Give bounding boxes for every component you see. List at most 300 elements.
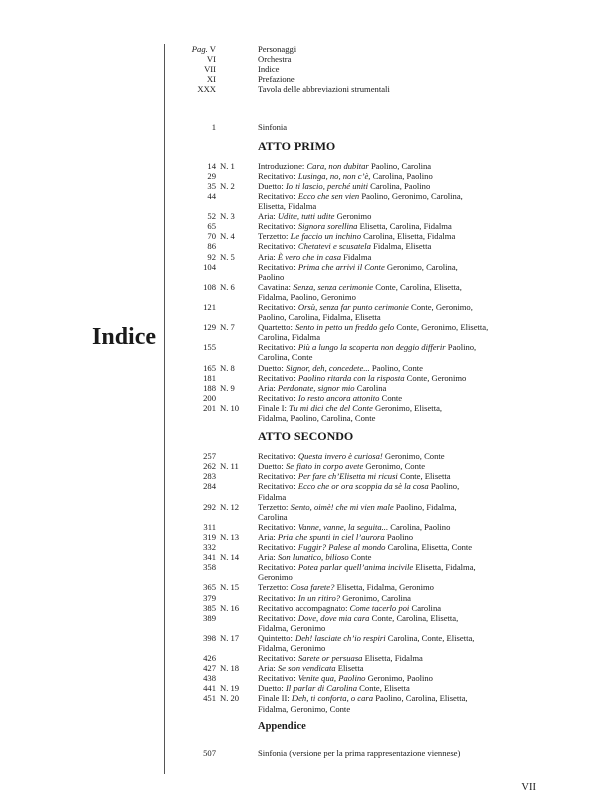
page-number: 165	[203, 362, 216, 373]
entry-description	[258, 502, 580, 522]
number-label	[216, 673, 258, 683]
page-prefix: Pag.	[191, 44, 208, 54]
characters: Fidalma, Elisetta	[373, 241, 432, 252]
vertical-rule	[164, 44, 165, 774]
number-label: N. 9	[220, 382, 235, 393]
page-number: 358	[203, 562, 216, 573]
piece-title: Udite, tutti udite	[277, 211, 335, 222]
entry-description	[258, 282, 580, 302]
page-folio: VII	[521, 782, 536, 793]
front-matter-row	[170, 74, 580, 84]
characters: Conte	[350, 552, 372, 563]
index-row	[170, 502, 580, 522]
page-number: 332	[203, 542, 216, 553]
page-number: 365	[203, 582, 216, 593]
number-label	[216, 613, 258, 633]
piece-type: Aria:	[258, 531, 276, 542]
number-label	[216, 221, 258, 231]
piece-type: Recitativo:	[258, 342, 296, 353]
page-roman: VII	[204, 64, 216, 75]
number-label	[216, 593, 258, 603]
number-label	[216, 562, 258, 582]
characters: Carolina	[411, 602, 442, 613]
index-row	[170, 461, 580, 471]
entry-description	[258, 522, 580, 532]
number-label	[216, 302, 258, 322]
entry-description	[258, 393, 580, 403]
index-row	[170, 542, 580, 552]
page-number: 65	[207, 221, 216, 232]
index-row	[170, 532, 580, 542]
piece-type: Recitativo:	[258, 471, 296, 482]
page-number: 14	[207, 160, 216, 171]
index-row	[170, 552, 580, 562]
characters: Conte, Carolina, Elisetta, Fidalma, Paolino, Geronimo	[258, 281, 462, 302]
index-row	[170, 252, 580, 262]
characters: Geronimo, Paolino	[367, 673, 433, 684]
entry-description	[258, 471, 580, 481]
number-gap	[216, 44, 258, 54]
piece-title: Sento in petto un freddo gelo	[295, 322, 395, 333]
number-label: N. 19	[220, 683, 240, 694]
page-number: 129	[203, 322, 216, 333]
piece-title: Chetatevi e scusatela	[297, 241, 371, 252]
index-row	[170, 262, 580, 282]
piece-title: Ecco che or ora scoppia da sè la cosa	[297, 481, 429, 492]
piece-type: Duetto:	[258, 362, 284, 373]
index-row	[170, 663, 580, 673]
entry-description	[258, 211, 580, 221]
index-row	[170, 161, 580, 171]
characters: Carolina, Paolino	[372, 170, 433, 181]
piece-type: Recitativo:	[258, 372, 296, 383]
number-label	[216, 481, 258, 501]
page-roman: XXX	[197, 84, 216, 95]
entry-description	[258, 363, 580, 373]
characters: Paolino, Carolina, Conte	[258, 342, 477, 363]
entry-description	[258, 181, 580, 191]
entry-description	[258, 481, 580, 501]
piece-type: Aria:	[258, 552, 276, 563]
piece-type: Finale II:	[258, 693, 290, 704]
number-gap	[216, 74, 258, 84]
piece-title: Se fiato in corpo avete	[285, 461, 364, 472]
page-number: 201	[203, 402, 216, 413]
piece-title: Tu mi dici che del Conte	[289, 402, 373, 413]
piece-title: Per fare ch’Elisetta mi ricusi	[297, 471, 398, 482]
entry-description	[258, 603, 580, 613]
page-number: 507	[203, 747, 216, 758]
piece-title: Signor, deh, concedete...	[285, 362, 370, 373]
piece-type: Recitativo:	[258, 653, 296, 664]
entry-description	[258, 252, 580, 262]
page-number: 379	[203, 592, 216, 603]
page-roman: VI	[206, 54, 216, 65]
index-row	[170, 582, 580, 592]
page-number	[170, 44, 216, 54]
piece-type: Quartetto:	[258, 322, 293, 333]
number-label: N. 8	[220, 362, 235, 373]
page-number: 257	[203, 451, 216, 462]
characters: Carolina, Paolino	[390, 521, 451, 532]
piece-title: Come tacerlo poi	[349, 602, 410, 613]
index-row	[170, 522, 580, 532]
index-row	[170, 593, 580, 603]
piece-title: Prima che arrivi il Conte	[297, 261, 385, 272]
index-row	[170, 683, 580, 693]
entry-description	[258, 383, 580, 393]
piece-type: Recitativo:	[258, 592, 296, 603]
entry-description	[258, 373, 580, 383]
front-matter-row	[170, 44, 580, 54]
entry-description	[258, 593, 580, 603]
characters: Carolina	[356, 382, 387, 393]
page-number: 121	[203, 301, 216, 312]
piece-title: Questa invero è curiosa!	[297, 451, 383, 462]
characters: Conte, Carolina, Elisetta, Fidalma, Geronimo	[258, 612, 459, 633]
entry-description	[258, 403, 580, 423]
entry-description	[258, 562, 580, 582]
characters: Paolino, Carolina, Elisetta, Fidalma, Geronimo, Conte	[258, 693, 468, 714]
page-number: 451	[203, 693, 216, 704]
piece-title: Ecco che sen vien	[297, 190, 360, 201]
index-row	[170, 373, 580, 383]
index-row	[170, 653, 580, 663]
characters: Geronimo	[336, 211, 372, 222]
number-label	[216, 373, 258, 383]
entry-description	[258, 552, 580, 562]
page-number: 52	[207, 211, 216, 222]
characters: Paolino, Fidalma	[258, 481, 460, 502]
entry-description	[258, 683, 580, 693]
page-number: 181	[203, 372, 216, 383]
characters: Geronimo, Elisetta, Fidalma, Paolino, Carolina, Conte	[258, 402, 443, 423]
number-label: N. 3	[220, 211, 235, 222]
page-roman: V	[209, 44, 216, 54]
number-label: N. 16	[220, 602, 240, 613]
characters: Carolina, Elisetta, Fidalma	[363, 231, 456, 242]
act-one-heading: ATTO PRIMO	[258, 138, 336, 153]
number-label: N. 11	[220, 461, 239, 472]
piece-title: Io resto ancora attonito	[297, 392, 380, 403]
piece-type: Duetto:	[258, 461, 284, 472]
piece-title: Son lunatico, bilioso	[277, 552, 349, 563]
piece-type: Terzetto:	[258, 501, 289, 512]
page-number: 284	[203, 481, 216, 492]
piece-type: Recitativo:	[258, 521, 296, 532]
piece-title: Fuggir? Palese al mondo	[297, 542, 386, 553]
characters: Conte, Elisetta	[359, 683, 410, 694]
piece-title: Lusinga, no, non c’è,	[297, 170, 371, 181]
index-row	[170, 221, 580, 231]
index-row	[170, 342, 580, 362]
index-row	[170, 302, 580, 322]
piece-type: Aria:	[258, 251, 276, 262]
number-label: N. 13	[220, 531, 240, 542]
page-number: 92	[207, 251, 216, 262]
number-gap	[216, 54, 258, 64]
index-row	[170, 481, 580, 501]
index-row	[170, 282, 580, 302]
entry-description	[258, 613, 580, 633]
entry-description	[258, 532, 580, 542]
piece-type: Recitativo:	[258, 392, 296, 403]
piece-title: Senza, senza cerimonie	[293, 281, 374, 292]
piece-type: Recitativo:	[258, 261, 296, 272]
index-row	[170, 171, 580, 181]
piece-type: Recitativo:	[258, 481, 296, 492]
entry-description	[258, 231, 580, 241]
piece-title: Più a lungo la scoperta non deggio differir	[297, 342, 446, 353]
page-number: 44	[207, 190, 216, 201]
number-label: N. 18	[220, 663, 240, 674]
sinfonia-entry	[170, 122, 580, 132]
piece-type: Recitativo:	[258, 612, 296, 623]
page-number: 441	[203, 683, 216, 694]
piece-title: Pria che spunti in ciel l’aurora	[277, 531, 385, 542]
entry-description: Tavola delle abbreviazioni strumentali	[258, 84, 390, 95]
piece-title: Venite qua, Paolino	[297, 673, 366, 684]
index-row	[170, 673, 580, 683]
characters: Paolino, Fidalma, Carolina	[258, 501, 457, 522]
front-matter-row	[170, 64, 580, 74]
piece-title: Io ti lascio, perché uniti	[285, 180, 368, 191]
characters: Conte, Geronimo, Elisetta, Carolina, Fidalma	[258, 322, 489, 343]
characters: Paolino, Carolina	[370, 160, 432, 171]
number-label: N. 4	[220, 231, 235, 242]
index-row	[170, 181, 580, 191]
index-row	[170, 211, 580, 221]
characters: Geronimo, Carolina, Paolino	[258, 261, 458, 282]
piece-title: Sento, oimè! che mi vien male	[290, 501, 394, 512]
entry-description	[258, 342, 580, 362]
piece-type: Aria:	[258, 211, 276, 222]
number-label	[216, 542, 258, 552]
characters: Fidalma	[343, 251, 372, 262]
characters: Geronimo, Carolina	[342, 592, 411, 603]
appendix-entry	[170, 748, 580, 758]
entry-description	[258, 693, 580, 713]
piece-type: Recitativo:	[258, 241, 296, 252]
index-row	[170, 383, 580, 393]
characters: Elisetta, Fidalma	[364, 653, 423, 664]
characters: Conte, Elisetta	[399, 471, 451, 482]
index-row	[170, 603, 580, 613]
number-label	[216, 471, 258, 481]
page-number	[170, 64, 216, 74]
piece-title: Cara, non dubitar	[306, 160, 369, 171]
entry-description	[258, 161, 580, 171]
index-row	[170, 693, 580, 713]
number-label: N. 12	[220, 501, 240, 512]
page-number: 188	[203, 382, 216, 393]
piece-type: Recitativo:	[258, 451, 296, 462]
number-label	[216, 451, 258, 461]
entry-description	[258, 663, 580, 673]
piece-type: Aria:	[258, 663, 276, 674]
characters: Conte, Geronimo, Paolino, Carolina, Fidalma, Elisetta	[258, 301, 473, 323]
front-matter-row	[170, 54, 580, 64]
characters: Paolino	[386, 531, 414, 542]
number-label	[216, 522, 258, 532]
page-number: 35	[207, 180, 216, 191]
characters: Elisetta, Fidalma, Geronimo	[336, 582, 434, 593]
page-number: 426	[203, 653, 216, 664]
number-label: N. 7	[220, 322, 235, 333]
characters: Paolino, Geronimo, Carolina, Elisetta, Fidalma	[258, 190, 463, 212]
page-number	[170, 74, 216, 84]
act-two-list	[170, 451, 580, 713]
page-number: 341	[203, 552, 216, 563]
page-number: 398	[203, 632, 216, 643]
entry-description	[258, 322, 580, 342]
number-label: N. 5	[220, 251, 235, 262]
number-gap	[216, 84, 258, 94]
page-number: 86	[207, 241, 216, 252]
number-label: N. 10	[220, 402, 240, 413]
front-matter-list	[170, 44, 580, 94]
entry-description	[258, 191, 580, 211]
number-label	[216, 241, 258, 251]
number-gap	[216, 64, 258, 74]
index-row	[170, 451, 580, 461]
page-number: 29	[207, 170, 216, 181]
index-row	[170, 633, 580, 653]
appendix-heading: Appendice	[258, 720, 306, 732]
piece-type: Cavatina:	[258, 281, 291, 292]
page-number: 385	[203, 602, 216, 613]
piece-type: Recitativo:	[258, 673, 296, 684]
entry-description: Indice	[258, 64, 280, 75]
characters: Conte, Geronimo	[406, 372, 467, 383]
number-label: N. 1	[220, 160, 235, 171]
index-content	[170, 44, 580, 758]
index-row	[170, 562, 580, 582]
characters: Carolina, Conte, Elisetta, Fidalma, Geronimo	[258, 632, 475, 653]
piece-title: Se son vendicata	[277, 663, 336, 674]
index-row	[170, 191, 580, 211]
entry-description	[258, 673, 580, 683]
number-label: N. 2	[220, 180, 235, 191]
piece-title: Perdonate, signor mio	[277, 382, 355, 393]
entry-description	[258, 451, 580, 461]
piece-type: Recitativo:	[258, 562, 296, 573]
piece-title: Deh, ti conforta, o cara	[291, 693, 374, 704]
index-title: Indice	[92, 324, 157, 350]
piece-title: Le faccio un inchino	[290, 231, 361, 242]
index-row	[170, 613, 580, 633]
index-row	[170, 393, 580, 403]
page-number: 292	[203, 501, 216, 512]
piece-type: Terzetto:	[258, 582, 289, 593]
number-label: N. 17	[220, 632, 240, 643]
characters: Geronimo, Conte	[365, 461, 426, 472]
piece-type: Quintetto:	[258, 632, 293, 643]
page-number: 389	[203, 612, 216, 623]
index-row	[170, 322, 580, 342]
index-row	[170, 241, 580, 251]
characters: Elisetta, Carolina, Fidalma	[359, 221, 452, 232]
page-number: 104	[203, 261, 216, 272]
entry-description	[258, 171, 580, 181]
piece-type: Finale I:	[258, 402, 287, 413]
page-number: 1	[211, 122, 216, 133]
entry-description	[258, 221, 580, 231]
page-number: 283	[203, 471, 216, 482]
piece-title: Signora sorellina	[297, 221, 358, 232]
entry-description	[258, 582, 580, 592]
piece-type: Recitativo:	[258, 301, 296, 312]
piece-title: Dove, dove mia cara	[297, 612, 370, 623]
characters: Paolino, Conte	[371, 362, 423, 373]
front-matter-row	[170, 84, 580, 94]
entry-description: Personaggi	[258, 44, 297, 54]
index-row	[170, 403, 580, 423]
page-number: 70	[207, 231, 216, 242]
page-number: 108	[203, 281, 216, 292]
characters: Elisetta, Fidalma, Geronimo	[258, 562, 476, 583]
piece-type: Introduzione:	[258, 160, 305, 171]
page-number: 155	[203, 342, 216, 353]
page-number	[170, 84, 216, 94]
characters: Carolina, Elisetta, Conte	[387, 542, 473, 553]
piece-title: In un ritiro?	[297, 592, 341, 603]
index-row	[170, 363, 580, 373]
characters: Carolina, Paolino	[370, 180, 431, 191]
piece-type: Recitativo:	[258, 190, 296, 201]
page-number: 262	[203, 461, 216, 472]
piece-type: Duetto:	[258, 683, 284, 694]
number-label	[216, 653, 258, 663]
piece-title: Paolino ritarda con la risposta	[297, 372, 405, 383]
number-label	[216, 262, 258, 282]
act-two-heading: ATTO SECONDO	[258, 429, 354, 444]
piece-type: Aria:	[258, 382, 276, 393]
entry-description: Prefazione	[258, 74, 295, 85]
number-label: N. 14	[220, 552, 240, 563]
entry-description	[258, 262, 580, 282]
piece-title: È vero che in casa	[277, 251, 341, 262]
entry-description	[258, 542, 580, 552]
piece-title: Cosa farete?	[290, 582, 335, 593]
piece-title: Vanne, vanne, la seguita...	[297, 521, 389, 532]
piece-type: Recitativo:	[258, 221, 296, 232]
piece-type: Terzetto:	[258, 231, 289, 242]
index-row	[170, 471, 580, 481]
piece-title: Potea parlar quell’anima incivile	[297, 562, 414, 573]
piece-title: Deh! lasciate ch’io respiri	[295, 632, 386, 643]
characters: Elisetta	[337, 663, 364, 674]
entry-description	[258, 461, 580, 471]
page-number	[170, 54, 216, 64]
number-label	[216, 171, 258, 181]
piece-type: Duetto:	[258, 180, 284, 191]
characters: Geronimo, Conte	[384, 451, 445, 462]
act-one-list	[170, 161, 580, 423]
piece-type: Recitativo:	[258, 542, 296, 553]
entry-description: Sinfonia	[258, 122, 288, 133]
number-label	[216, 342, 258, 362]
number-label: N. 6	[220, 281, 235, 292]
number-label: N. 20	[220, 693, 240, 704]
page-roman: XI	[206, 74, 216, 85]
entry-description: Sinfonia (versione per la prima rappresentazione viennese)	[258, 747, 461, 758]
entry-description	[258, 653, 580, 663]
number-label: N. 15	[220, 582, 240, 593]
page-number: 438	[203, 673, 216, 684]
page-number: 200	[203, 392, 216, 403]
page-number: 311	[203, 521, 216, 532]
